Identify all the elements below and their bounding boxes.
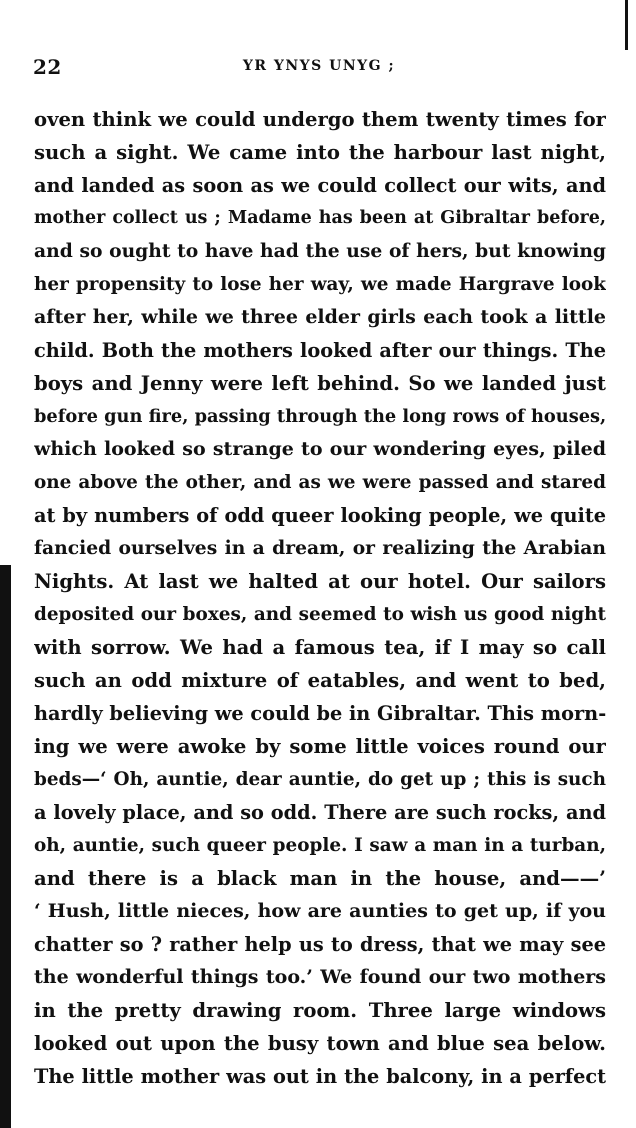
text-line: before gun fire, passing through the long rows of houses, (34, 406, 606, 427)
text-line: hardly believing we could be in Gibraltar. This morn- (34, 702, 606, 725)
text-line: The little mother was out in the balcony, in a perfect (34, 1065, 606, 1088)
page-number: 22 (33, 55, 62, 79)
text-line: Nights. At last we halted at our hotel. Our sailors (34, 570, 606, 593)
text-line: ‘ Hush, little nieces, how are aunties to get up, if you (34, 900, 606, 922)
text-line: such an odd mixture of eatables, and went to bed, (34, 669, 606, 692)
text-line: and there is a black man in the house, and——’ (34, 867, 606, 890)
text-line: after her, while we three elder girls each took a little (34, 306, 606, 328)
text-line: fancied ourselves in a dream, or realizing the Arabian (34, 537, 606, 559)
text-line: at by numbers of odd queer looking people, we quite (34, 504, 606, 527)
body-text (34, 103, 606, 1093)
text-line: a lovely place, and so odd. There are such rocks, and (34, 801, 606, 824)
running-title: YR YNYS UNYG ; (242, 58, 396, 74)
text-line: child. Both the mothers looked after our things. The (34, 339, 606, 362)
text-line: one above the other, and as we were passed and stared (34, 472, 606, 493)
page-header (33, 55, 605, 85)
page-edge-right (625, 0, 628, 50)
text-line: deposited our boxes, and seemed to wish us good night (34, 604, 606, 625)
text-line: ing we were awoke by some little voices round our (34, 735, 606, 758)
text-line: with sorrow. We had a famous tea, if I may so call (34, 636, 606, 659)
text-line: chatter so ? rather help us to dress, that we may see (34, 933, 606, 956)
text-line: beds—‘ Oh, auntie, dear auntie, do get up ; this is such (34, 769, 606, 790)
text-line: oven think we could undergo them twenty times for (34, 108, 606, 131)
text-line: which looked so strange to our wondering eyes, piled (34, 438, 606, 460)
text-line: oh, auntie, such queer people. I saw a man in a turban, (34, 835, 606, 856)
text-line: in the pretty drawing room. Three large windows (34, 999, 606, 1022)
page-edge-left (0, 565, 11, 1128)
text-line: mother collect us ; Madame has been at Gibraltar before, (34, 208, 606, 228)
text-line: and landed as soon as we could collect our wits, and (34, 174, 606, 197)
text-line: looked out upon the busy town and blue sea below. (34, 1032, 606, 1055)
text-line: her propensity to lose her way, we made Hargrave look (34, 274, 606, 295)
text-line: and so ought to have had the use of hers, but knowing (34, 240, 606, 262)
text-line: the wonderful things too.’ We found our two mothers (34, 966, 606, 988)
text-line: boys and Jenny were left behind. So we landed just (34, 372, 606, 395)
text-line: such a sight. We came into the harbour last night, (34, 141, 606, 164)
